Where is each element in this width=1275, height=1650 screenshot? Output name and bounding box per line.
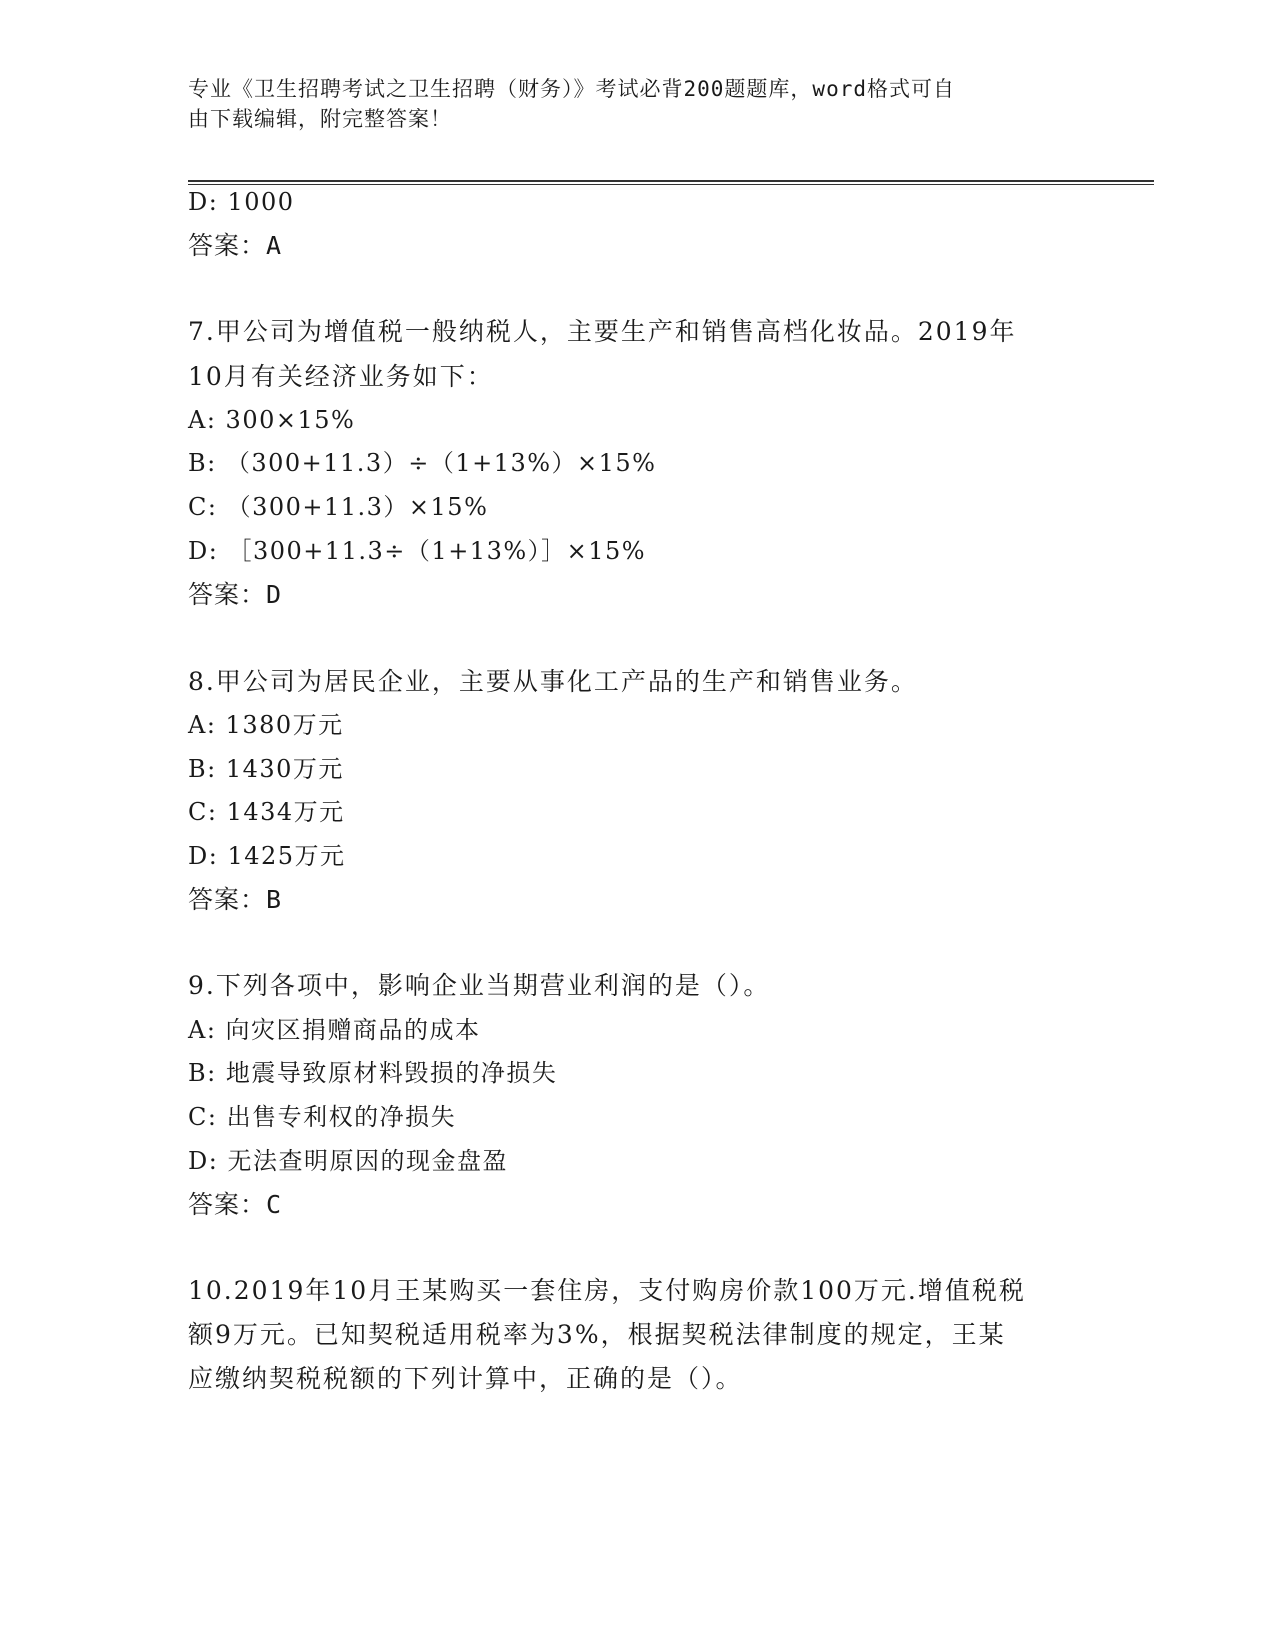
header-line-1: 专业《卫生招聘考试之卫生招聘（财务）》考试必背200题题库，word格式可自 xyxy=(188,77,955,101)
q7-stem-line-1: 7.甲公司为增值税一般纳税人，主要生产和销售高档化妆品。2019年 xyxy=(188,317,1017,346)
header-divider-thin xyxy=(188,184,1154,185)
q10-stem-line-3: 应缴纳契税税额的下列计算中，正确的是（）。 xyxy=(188,1364,743,1393)
q8-option-c: C: 1434万元 xyxy=(188,798,345,826)
q9-option-b: B: 地震导致原材料毁损的净损失 xyxy=(188,1059,558,1087)
q7-option-d: D: ［300+11.3÷（1+13%）］×15% xyxy=(188,537,647,565)
q7-option-a: A: 300×15% xyxy=(188,406,356,434)
header-divider-thick xyxy=(188,180,1154,182)
q7-option-c: C: （300+11.3）×15% xyxy=(188,493,489,521)
header-line-2: 由下载编辑，附完整答案！ xyxy=(188,107,452,131)
prev-answer: 答案：A xyxy=(188,231,283,260)
q7-answer: 答案：D xyxy=(188,580,283,609)
page-header xyxy=(188,74,1068,134)
q8-option-d: D: 1425万元 xyxy=(188,842,346,870)
prev-option-d: D: 1000 xyxy=(188,188,295,216)
q9-option-d: D: 无法查明原因的现金盘盈 xyxy=(188,1147,508,1175)
q8-stem-line-1: 8.甲公司为居民企业，主要从事化工产品的生产和销售业务。 xyxy=(188,667,918,696)
q8-option-b: B: 1430万元 xyxy=(188,755,344,783)
q8-option-a: A: 1380万元 xyxy=(188,711,344,739)
q8-answer: 答案：B xyxy=(188,885,283,914)
q9-option-c: C: 出售专利权的净损失 xyxy=(188,1103,457,1131)
q9-answer: 答案：C xyxy=(188,1190,283,1219)
q10-stem-line-2: 额9万元。已知契税适用税率为3%，根据契税法律制度的规定，王某 xyxy=(188,1320,1006,1349)
q7-option-b: B: （300+11.3）÷（1+13%）×15% xyxy=(188,449,657,477)
q7-stem-line-2: 10月有关经济业务如下： xyxy=(188,362,494,391)
q9-stem-line-1: 9.下列各项中，影响企业当期营业利润的是（）。 xyxy=(188,971,771,1000)
q10-stem-line-1: 10.2019年10月王某购买一套住房，支付购房价款100万元.增值税税 xyxy=(188,1276,1026,1305)
q9-option-a: A: 向灾区捐赠商品的成本 xyxy=(188,1016,481,1044)
